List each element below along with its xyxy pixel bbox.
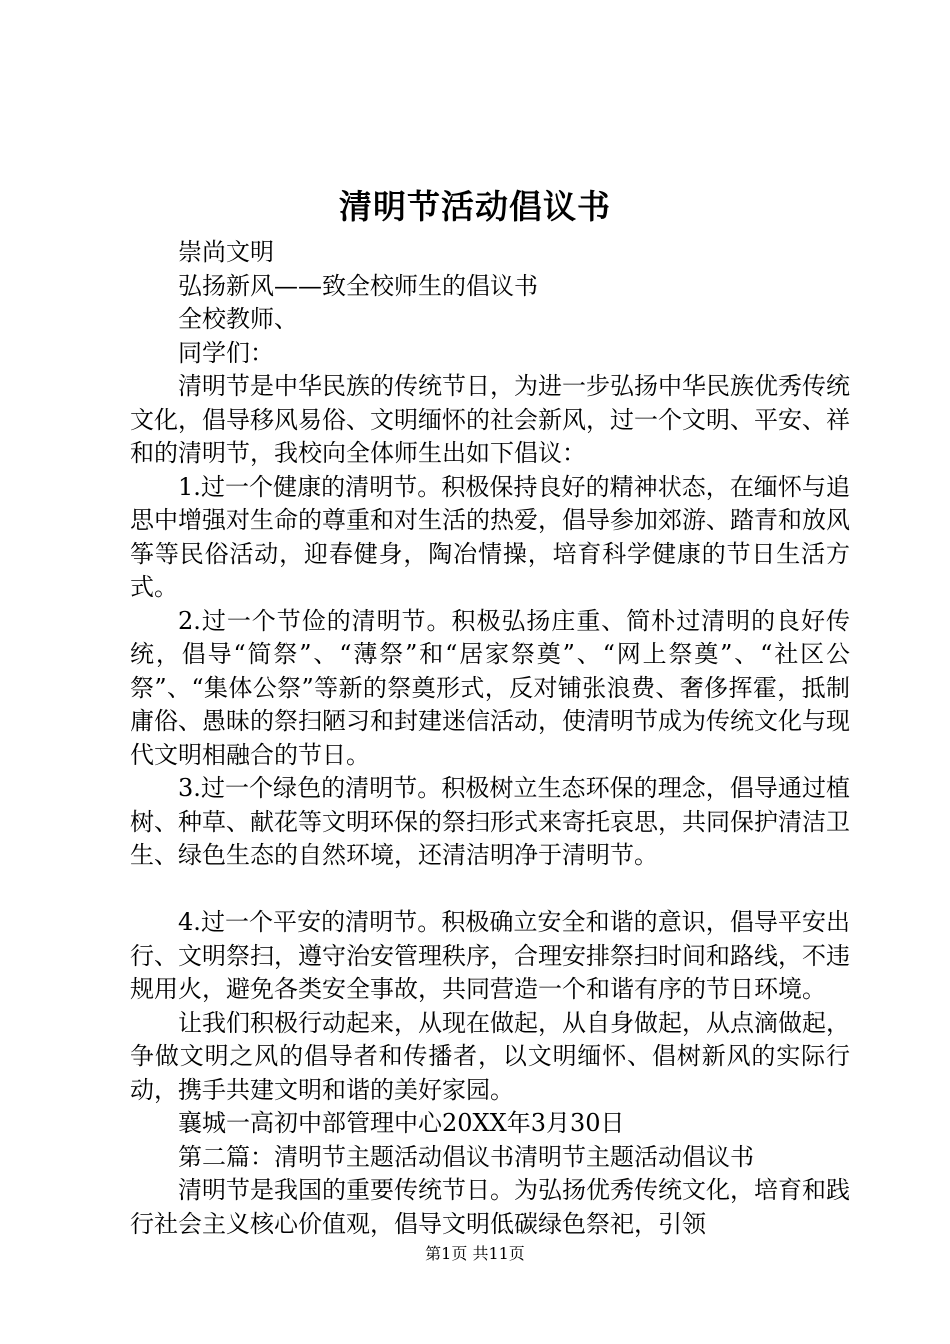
paragraph-item-4: 4.过一个平安的清明节。积极确立安全和谐的意识，倡导平安出行、文明祭扫，遵守治安管理秩序，合理安排祭扫时间和路线，不违规用火，避免各类安全事故，共同营造一个和谐有序的节日环境。 <box>130 908 850 1003</box>
paragraph-second-title: 第二篇：清明节主题活动倡议书清明节主题活动倡议书 <box>178 1142 754 1171</box>
paragraph-intro: 清明节是中华民族的传统节日，为进一步弘扬中华民族优秀传统文化，倡导移风易俗、文明缅怀的社会新风，过一个文明、平安、祥和的清明节，我校向全体师生出如下倡议： <box>130 372 850 467</box>
document-title: 清明节活动倡议书 <box>339 187 611 226</box>
paragraph-item-1: 1.过一个健康的清明节。积极保持良好的精神状态，在缅怀与追思中增强对生命的尊重和对生活的热爱，倡导参加郊游、踏青和放风筝等民俗活动，迎春健身，陶冶情操，培育科学健康的节日生活方式。 <box>130 472 850 601</box>
paragraph-second-intro: 清明节是我国的重要传统节日。为弘扬优秀传统文化，培育和践行社会主义核心价值观，倡导文明低碳绿色祭祀，引领 <box>130 1176 850 1238</box>
paragraph-signature: 襄城一高初中部管理中心20XX年3月30日 <box>178 1109 625 1137</box>
paragraph-heading-line-2: 弘扬新风——致全校师生的倡议书 <box>178 271 538 300</box>
page-number-footer: 第1页 共11页 <box>425 1244 525 1263</box>
paragraph-closing: 让我们积极行动起来，从现在做起，从自身做起，从点滴做起，争做文明之风的倡导者和传播者，以文明缅怀、倡树新风的实际行动，携手共建文明和谐的美好家园。 <box>130 1008 850 1104</box>
paragraph-item-2: 2.过一个节俭的清明节。积极弘扬庄重、简朴过清明的良好传统，倡导“简祭”、“薄祭”和“居家祭奠”、“网上祭奠”、“社区公祭”、“集体公祭”等新的祭奠形式，反对铺张浪费、奢侈挥霍，抵制庸俗、愚昧的祭扫陋习和封建迷信活动，使清明节成为传统文化与现代文明相融合的节日。 <box>130 606 850 769</box>
document-body <box>130 236 850 1241</box>
paragraph-salutation-1: 全校教师、 <box>178 305 298 333</box>
paragraph-heading-line-1: 崇尚文明 <box>178 238 274 266</box>
paragraph-item-3: 3.过一个绿色的清明节。积极树立生态环保的理念，倡导通过植树、种草、献花等文明环保的祭扫形式来寄托哀思，共同保护清洁卫生、绿色生态的自然环境，还清洁明净于清明节。 <box>130 774 850 869</box>
paragraph-salutation-2: 同学们： <box>178 338 274 367</box>
paragraph-spacer <box>130 873 850 907</box>
